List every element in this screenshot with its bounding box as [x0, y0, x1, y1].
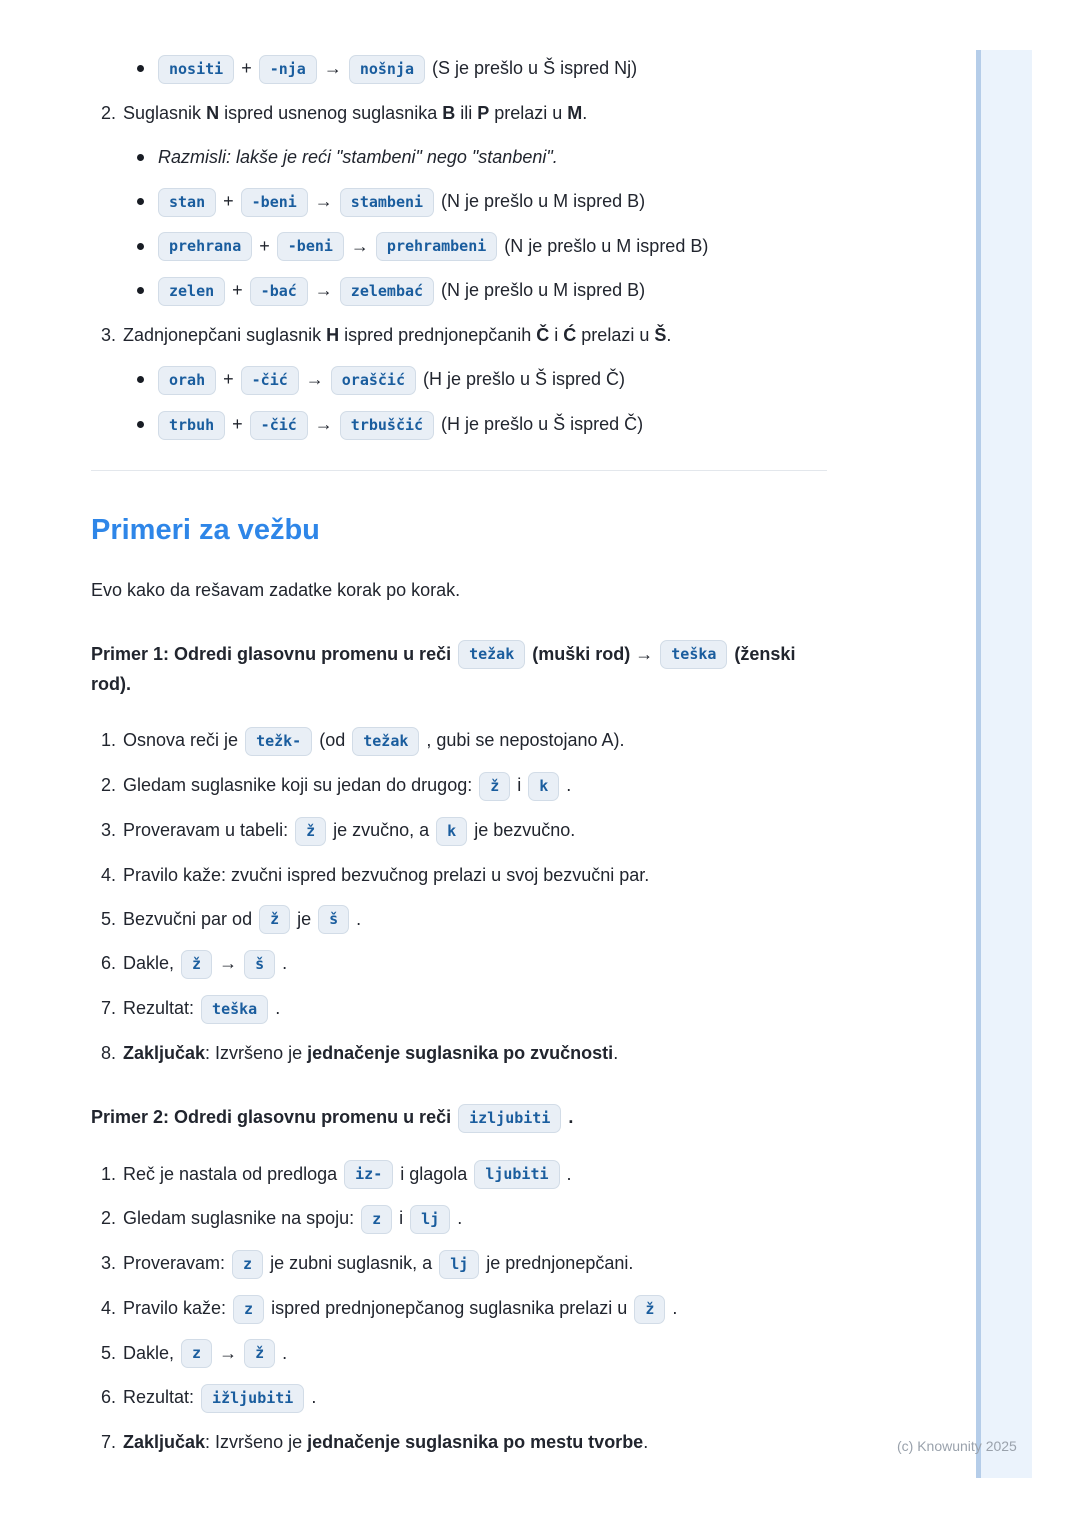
- inline-code-chip: trbuščić: [340, 411, 434, 440]
- bold-text: jednačenje suglasnika po mestu tvorbe: [307, 1432, 644, 1452]
- list-item: [91, 1248, 827, 1279]
- text-segment: Rezultat:: [123, 998, 195, 1018]
- text-segment: Osnova reči je: [123, 730, 239, 751]
- list-item: [91, 1382, 827, 1413]
- list-item-content: [123, 993, 827, 1024]
- list-item-content: [123, 1159, 827, 1190]
- text-segment: i: [549, 325, 564, 345]
- item-number: 1.: [101, 1163, 117, 1184]
- item-number: 2.: [101, 1208, 117, 1229]
- text-segment: →: [323, 58, 342, 78]
- bullet-icon: [137, 198, 144, 205]
- inline-code-chip: -beni: [277, 232, 344, 261]
- inline-code-chip: oraščić: [331, 366, 416, 395]
- inline-code-chip: prehrana: [158, 232, 252, 261]
- inline-code-chip: z: [361, 1205, 392, 1234]
- bullet-icon: [137, 376, 144, 383]
- list-item: [91, 1038, 827, 1068]
- watermark: (c) Knowunity 2025: [897, 1438, 1017, 1454]
- list-item-content: [123, 98, 827, 128]
- item-number: 5.: [101, 908, 117, 929]
- inline-code-chip: izljubiti: [458, 1104, 561, 1133]
- bold-text: Ć: [563, 325, 577, 345]
- text-segment: .: [356, 908, 362, 929]
- inline-code-chip: ž: [479, 772, 510, 801]
- inline-code-chip: ž: [634, 1295, 665, 1324]
- text-segment: +: [232, 280, 243, 301]
- text-segment: je bezvučno.: [474, 819, 576, 840]
- bold-text: (ženski rod).: [91, 643, 796, 695]
- numbered-list: [91, 725, 827, 1068]
- text-segment: (S je prešlo u Š ispred Nj): [432, 58, 638, 78]
- inline-code-chip: orah: [158, 366, 216, 395]
- list-item: [91, 948, 827, 979]
- text-segment: +: [232, 413, 243, 434]
- list-item-content: [123, 1293, 827, 1324]
- text-segment: (H je prešlo u Š ispred Č): [441, 413, 644, 434]
- list-item-content: [158, 231, 827, 262]
- bold-text: Primer 1: Odredi glasovnu promenu u reči: [91, 643, 452, 664]
- text-segment: Reč je nastala od predloga: [123, 1163, 338, 1184]
- inline-code-chip: nositi: [158, 55, 234, 84]
- bold-text: Zaključak: [123, 1042, 206, 1063]
- list-item-content: [123, 1382, 827, 1413]
- text-segment: .: [566, 1163, 572, 1184]
- list-item: [91, 1203, 827, 1234]
- inline-code-chip: stan: [158, 188, 216, 217]
- inline-code-chip: -nja: [259, 55, 317, 84]
- text-segment: Dakle,: [123, 953, 175, 974]
- list-item: [91, 725, 827, 756]
- list-item-content: [123, 320, 827, 350]
- list-item: [91, 904, 827, 935]
- list-item-content: [158, 53, 827, 84]
- item-number: 6.: [101, 1387, 117, 1408]
- text-segment: .: [282, 1342, 288, 1363]
- text-segment: .: [311, 1387, 317, 1408]
- bullet-list: [91, 53, 827, 84]
- list-item-content: [123, 1203, 827, 1234]
- inline-code-chip: ž: [181, 950, 212, 979]
- text-segment: , gubi se nepostojano A).: [426, 730, 625, 751]
- list-item-content: [123, 1427, 827, 1457]
- item-number: 4.: [101, 864, 117, 885]
- bullet-icon: [137, 154, 144, 161]
- text-segment: .: [613, 1042, 619, 1063]
- text-segment: +: [223, 190, 234, 211]
- inline-code-chip: š: [244, 950, 275, 979]
- text-segment: .: [282, 953, 288, 974]
- inline-code-chip: zelen: [158, 277, 225, 306]
- text-segment: i glagola: [400, 1163, 468, 1184]
- list-item-content: [123, 770, 827, 801]
- italic-text: Razmisli: lakše je reći "stambeni" nego "stanbeni".: [158, 146, 558, 167]
- bullet-list: [91, 364, 827, 440]
- text-segment: Zadnjonepčani suglasnik: [123, 325, 327, 345]
- text-segment: .: [275, 998, 281, 1018]
- inline-code-chip: lj: [439, 1250, 479, 1279]
- inline-code-chip: iz-: [344, 1160, 393, 1189]
- item-number: 3.: [101, 325, 117, 345]
- bold-text: P: [477, 102, 490, 123]
- list-item-content: [158, 409, 827, 440]
- bold-text: (muški rod) →: [532, 643, 654, 664]
- text-segment: +: [259, 235, 270, 256]
- text-segment: ispred usnenog suglasnika: [219, 102, 443, 123]
- item-number: 7.: [101, 998, 117, 1018]
- list-item-content: [123, 815, 827, 846]
- list-item: [91, 186, 827, 217]
- inline-code-chip: težk-: [245, 727, 312, 756]
- item-number: 3.: [101, 1253, 117, 1273]
- inline-code-chip: k: [436, 817, 467, 846]
- numbered-item: [91, 320, 827, 350]
- text-segment: je: [297, 908, 312, 929]
- text-segment: →: [219, 1342, 238, 1363]
- text-segment: (od: [319, 730, 346, 751]
- list-item: [91, 770, 827, 801]
- text-segment: →: [314, 413, 333, 434]
- text-segment: (N je prešlo u M ispred B): [504, 235, 709, 256]
- bold-text: N: [206, 102, 220, 123]
- bold-text: B: [442, 102, 456, 123]
- text-segment: (N je prešlo u M ispred B): [441, 280, 646, 301]
- list-item: [91, 1293, 827, 1324]
- paragraph: [91, 575, 827, 605]
- text-segment: +: [241, 58, 252, 78]
- list-item-content: [123, 1038, 827, 1068]
- inline-code-chip: težak: [458, 640, 525, 669]
- text-segment: .: [666, 325, 672, 345]
- text-segment: .: [566, 775, 572, 795]
- bold-text: Zaključak: [123, 1432, 206, 1452]
- text-segment: .: [457, 1208, 463, 1229]
- inline-code-chip: z: [232, 1250, 263, 1279]
- inline-code-chip: ižljubiti: [201, 1384, 304, 1413]
- list-item: [91, 993, 827, 1024]
- numbered-list: [91, 1159, 827, 1458]
- bold-text: M: [567, 102, 583, 123]
- inline-code-chip: k: [528, 772, 559, 801]
- bullet-icon: [137, 243, 144, 250]
- list-item-content: [158, 275, 827, 306]
- text-segment: je prednjonepčani.: [486, 1253, 634, 1273]
- bold-text: Š: [654, 325, 667, 345]
- list-item-content: [123, 948, 827, 979]
- item-number: 4.: [101, 1297, 117, 1318]
- section-heading: Primeri za vežbu: [91, 513, 320, 546]
- bullet-list: [91, 142, 827, 306]
- text-segment: prelazi u: [489, 102, 568, 123]
- list-item-content: [158, 186, 827, 217]
- inline-code-chip: trbuh: [158, 411, 225, 440]
- text-segment: →: [219, 953, 238, 974]
- inline-code-chip: teška: [201, 995, 268, 1024]
- text-segment: Pravilo kaže:: [123, 1297, 227, 1318]
- list-item: [91, 142, 827, 172]
- list-item: [91, 1427, 827, 1457]
- inline-code-chip: nošnja: [349, 55, 425, 84]
- text-segment: : Izvršeno je: [205, 1042, 308, 1063]
- numbered-item: [91, 98, 827, 128]
- inline-code-chip: -čić: [241, 366, 299, 395]
- text-segment: →: [350, 235, 369, 256]
- text-segment: Proveravam u tabeli:: [123, 819, 289, 840]
- inline-code-chip: -beni: [241, 188, 308, 217]
- list-item: [91, 275, 827, 306]
- inline-code-chip: ž: [244, 1339, 275, 1368]
- bold-text: .: [568, 1106, 574, 1127]
- bold-text: H: [326, 325, 340, 345]
- list-item: [91, 1159, 827, 1190]
- bold-text: Primer 2: Odredi glasovnu promenu u reči: [91, 1106, 452, 1127]
- text-segment: Dakle,: [123, 1342, 175, 1363]
- text-segment: je zubni suglasnik, a: [270, 1253, 433, 1273]
- bold-text: jednačenje suglasnika po zvučnosti: [307, 1042, 614, 1063]
- list-item-content: [123, 1248, 827, 1279]
- inline-code-chip: ž: [295, 817, 326, 846]
- item-number: 8.: [101, 1042, 117, 1063]
- inline-code-chip: zelembać: [340, 277, 434, 306]
- bullet-icon: [137, 65, 144, 72]
- text-segment: je zvučno, a: [333, 819, 430, 840]
- inline-code-chip: teška: [660, 640, 727, 669]
- item-number: 6.: [101, 953, 117, 974]
- example-title: [91, 1102, 827, 1133]
- list-item: [91, 364, 827, 395]
- inline-code-chip: z: [181, 1339, 212, 1368]
- divider: [91, 470, 827, 471]
- list-item: [91, 53, 827, 84]
- text-segment: i: [399, 1208, 404, 1229]
- text-segment: .: [582, 102, 588, 123]
- inline-code-chip: š: [318, 905, 349, 934]
- inline-code-chip: težak: [352, 727, 419, 756]
- list-item: [91, 1338, 827, 1369]
- inline-code-chip: prehrambeni: [376, 232, 497, 261]
- inline-code-chip: ljubiti: [474, 1160, 559, 1189]
- bold-text: Č: [536, 325, 550, 345]
- text-segment: (H je prešlo u Š ispred Č): [422, 369, 626, 389]
- bullet-icon: [137, 421, 144, 428]
- text-segment: ili: [455, 102, 478, 123]
- list-item-content: [123, 1338, 827, 1369]
- text-segment: Rezultat:: [123, 1387, 195, 1408]
- text-segment: Bezvučni par od: [123, 908, 253, 929]
- text-segment: .: [643, 1432, 649, 1452]
- list-item: [91, 409, 827, 440]
- list-item-content: [123, 725, 827, 756]
- text-segment: Gledam suglasnike na spoju:: [123, 1208, 355, 1229]
- item-number: 1.: [101, 730, 117, 751]
- text-segment: →: [305, 369, 324, 389]
- item-number: 7.: [101, 1432, 117, 1452]
- list-item: [91, 815, 827, 846]
- list-item-content: [123, 860, 827, 890]
- text-segment: .: [672, 1297, 678, 1318]
- text-segment: ispred prednjonepčanih: [339, 325, 537, 345]
- text-segment: prelazi u: [576, 325, 655, 345]
- list-item-content: [158, 364, 827, 395]
- item-number: 5.: [101, 1342, 117, 1363]
- text-segment: i: [517, 775, 522, 795]
- text-segment: ispred prednjonepčanog suglasnika prelazi u: [271, 1297, 628, 1318]
- text-segment: Evo kako da rešavam zadatke korak po korak.: [91, 579, 461, 600]
- inline-code-chip: -čić: [250, 411, 308, 440]
- text-segment: +: [223, 369, 234, 389]
- text-segment: Suglasnik: [123, 102, 207, 123]
- text-segment: (N je prešlo u M ispred B): [441, 190, 646, 211]
- list-item: [91, 860, 827, 890]
- list-item-content: [123, 904, 827, 935]
- list-item-content: [158, 142, 827, 172]
- item-number: 3.: [101, 819, 117, 840]
- text-segment: →: [314, 190, 333, 211]
- inline-code-chip: ž: [259, 905, 290, 934]
- text-segment: Pravilo kaže: zvučni ispred bezvučnog prelazi u svoj bezvučni par.: [123, 864, 650, 885]
- inline-code-chip: z: [233, 1295, 264, 1324]
- inline-code-chip: stambeni: [340, 188, 434, 217]
- list-item: [91, 231, 827, 262]
- inline-code-chip: lj: [410, 1205, 450, 1234]
- text-segment: : Izvršeno je: [205, 1432, 308, 1452]
- example-title: [91, 639, 827, 700]
- item-number: 2.: [101, 102, 117, 123]
- text-segment: Proveravam:: [123, 1253, 226, 1273]
- item-number: 2.: [101, 775, 117, 795]
- text-segment: Gledam suglasnike koji su jedan do drugog:: [123, 775, 473, 795]
- inline-code-chip: -bać: [250, 277, 308, 306]
- bullet-icon: [137, 287, 144, 294]
- text-segment: →: [314, 280, 333, 301]
